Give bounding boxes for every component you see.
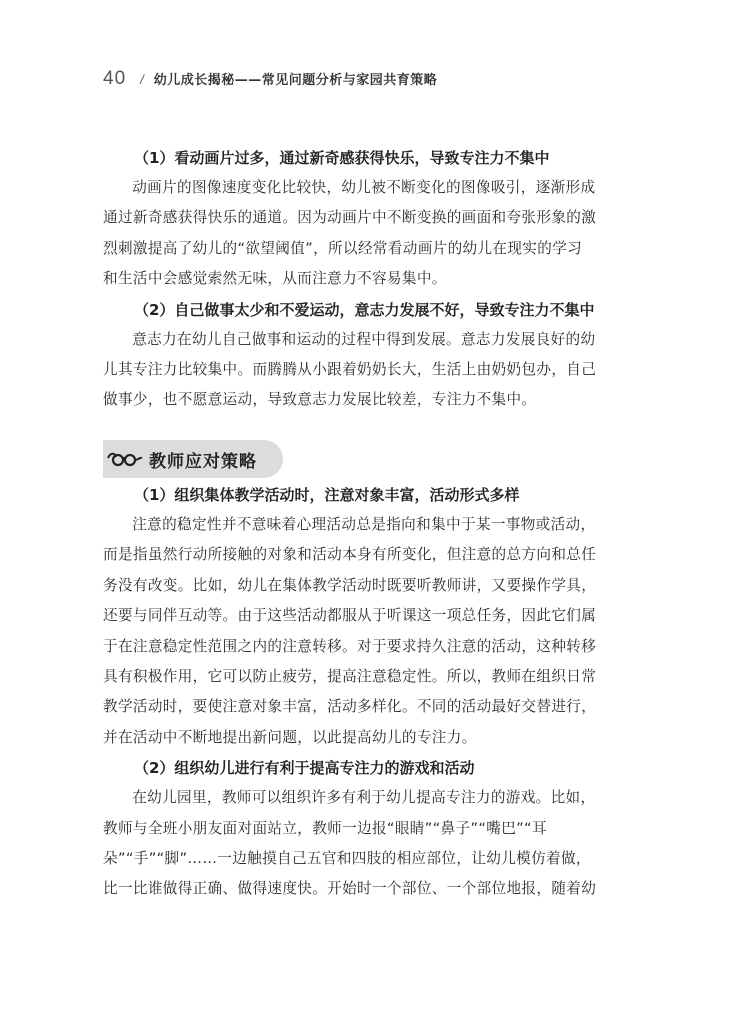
text-line: 烈刺激提高了幼儿的“欲望阈值”，所以经常看动画片的幼儿在现实的学习 xyxy=(103,239,583,257)
glasses-icon xyxy=(107,448,143,470)
section-title: 教师应对策略 xyxy=(149,451,257,472)
paragraph xyxy=(103,510,625,753)
text-line: 还要与同伴互动等。由于这些活动都服从于听课这一项总任务，因此它们属 xyxy=(103,607,597,625)
text-line: 在幼儿园里，教师可以组织许多有利于幼儿提高专注力的游戏。比如， xyxy=(132,789,596,807)
page-number: 40 xyxy=(103,68,127,89)
paragraph xyxy=(103,173,625,295)
text-line: 意志力在幼儿自己做事和运动的过程中得到发展。意志力发展良好的幼 xyxy=(132,330,596,348)
body-part-2 xyxy=(103,480,625,905)
running-header xyxy=(103,68,437,92)
text-line: 并在活动中不断地提出新问题，以此提高幼儿的专注力。 xyxy=(103,728,477,746)
paragraph xyxy=(103,783,625,905)
text-line: 注意的稳定性并不意味着心理活动总是指向和集中于某一事物或活动， xyxy=(132,516,596,533)
text-line: 做事少，也不愿意运动，导致意志力发展比较差，专注力不集中。 xyxy=(103,391,537,409)
text-line: 于在注意稳定性范围之内的注意转移。对于要求持久注意的活动，这种转移 xyxy=(103,637,597,655)
header-separator: / xyxy=(140,72,144,87)
text-line: 朵”“手”“脚”……一边触摸自己五官和四肢的相应部位，让幼儿模仿着做， xyxy=(103,850,591,868)
text-line: 儿其专注力比较集中。而腾腾从小跟着奶奶长大，生活上由奶奶包办，自己 xyxy=(103,361,597,379)
text-line: 动画片的图像速度变化比较快，幼儿被不断变化的图像吸引，逐渐形成 xyxy=(132,179,596,196)
subheading: （1）组织集体教学活动时，注意对象丰富，活动形式多样 xyxy=(134,486,520,504)
text-line: 和生活中会感觉索然无味，从而注意力不容易集中。 xyxy=(103,270,447,288)
text-line: 教学活动时，要使注意对象丰富，活动多样化。不同的活动最好交替进行， xyxy=(103,698,597,716)
paragraph xyxy=(103,325,625,416)
running-title: 幼儿成长揭秘——常见问题分析与家园共育策略 xyxy=(153,73,438,88)
text-line: 而是指虽然行动所接触的对象和活动本身有所变化，但注意的总方向和总任 xyxy=(103,546,597,564)
subheading: （2）自己做事太少和不爱运动，意志力发展不好，导致专注力不集中 xyxy=(134,300,595,319)
text-line: 教师与全班小朋友面对面站立，教师一边报“眼睛”“鼻子”“嘴巴”“耳 xyxy=(103,819,547,837)
subheading: （1）看动画片过多，通过新奇感获得快乐，导致专注力不集中 xyxy=(134,149,550,167)
text-line: 务没有改变。比如，幼儿在集体教学活动时既要听教师讲，又要操作学具， xyxy=(103,576,597,594)
text-line: 通过新奇感获得快乐的通道。因为动画片中不断变换的画面和夸张形象的激 xyxy=(103,209,597,227)
body-part-1 xyxy=(103,143,625,416)
text-line: 比一比谁做得正确、做得速度快。开始时一个部位、一个部位地报，随着幼 xyxy=(103,880,597,898)
text-line: 具有积极作用，它可以防止疲劳，提高注意稳定性。所以，教师在组织日常 xyxy=(103,668,597,686)
section-banner xyxy=(103,440,283,478)
subheading: （2）组织幼儿进行有利于提高专注力的游戏和活动 xyxy=(134,759,475,778)
